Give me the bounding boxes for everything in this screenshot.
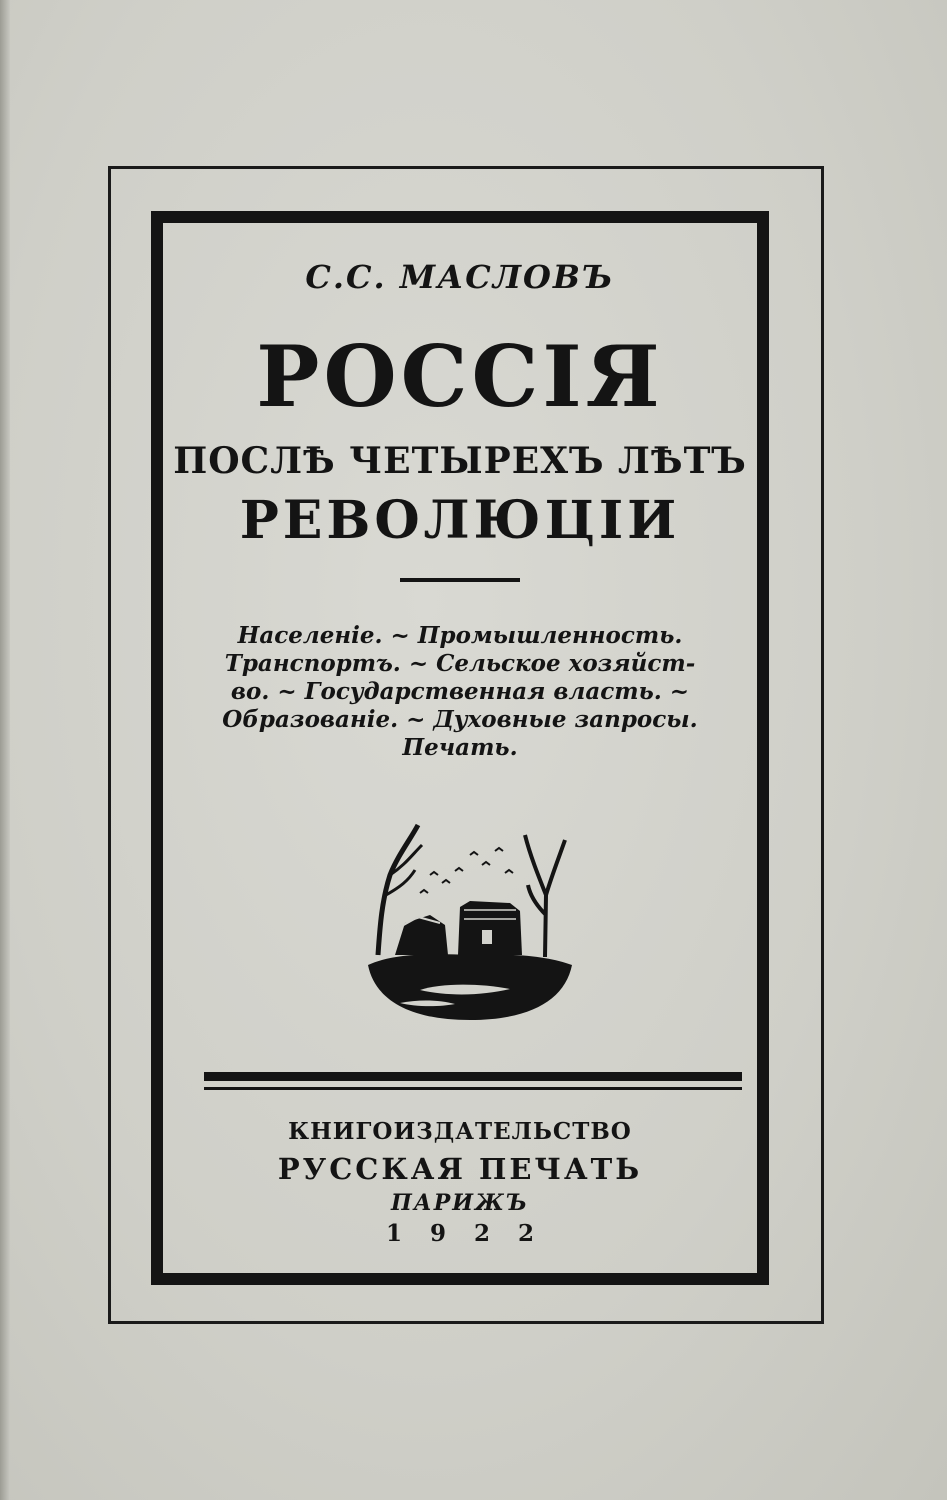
publication-year: 1922 [385,1220,562,1247]
title-divider [400,578,520,582]
publisher-name: РУССКАЯ ПЕЧАТЬ [277,1152,643,1186]
publisher-label: КНИГОИЗДАТЕЛЬСТВО [288,1118,632,1145]
village-illustration [360,815,580,1025]
spine-edge [0,0,10,1500]
title-subtitle: ПОСЛѢ ЧЕТЫРЕХЪ ЛѢТЪ [173,440,747,482]
publication-city: ПАРИЖЪ [391,1190,529,1216]
contents-line: Печать. [402,734,518,761]
contents-line: Населеніе. ~ Промышленность. [237,622,683,649]
contents-line: во. ~ Государственная власть. ~ [230,678,690,705]
author: С.С. МАСЛОВЪ [305,258,615,296]
divider-thick [204,1072,742,1081]
title-revolution: РЕВОЛЮЦІИ [239,490,681,551]
contents-line: Транспортъ. ~ Сельское хозяйст- [224,650,696,677]
divider-thin [204,1087,742,1090]
title-main: РОССІЯ [256,327,664,426]
contents-list [151,622,769,762]
contents-line: Образованіе. ~ Духовные запросы. [222,706,698,733]
